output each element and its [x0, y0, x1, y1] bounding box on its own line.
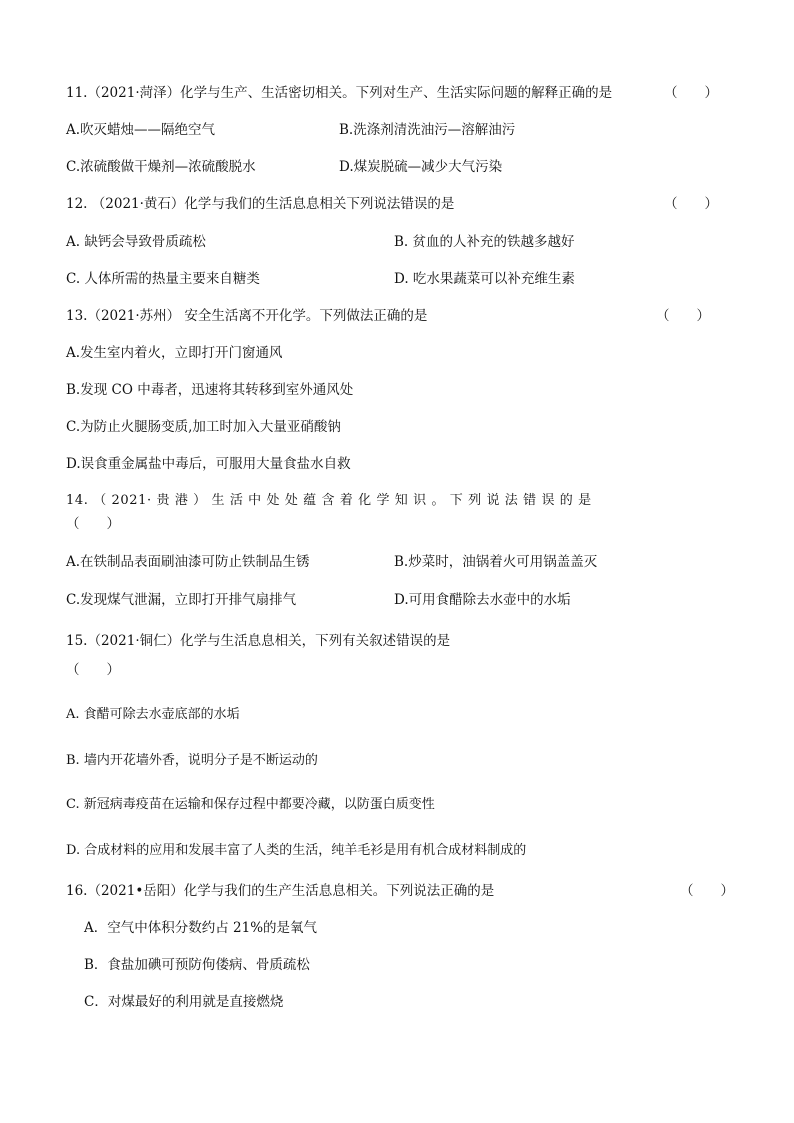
question-12-option-a: A. 缺钙会导致骨质疏松: [66, 234, 206, 250]
question-16-answer-paren: （ ）: [680, 883, 734, 899]
question-16-option-b: B．食盐加碘可预防佝偻病、骨质疏松: [84, 957, 310, 973]
question-15-option-b: B. 墙内开花墙外香，说明分子是不断运动的: [66, 753, 318, 768]
question-15-stem: 15.（2021·铜仁）化学与生活息息相关，下列有关叙述错误的是: [66, 633, 451, 649]
question-12-option-d: D. 吃水果蔬菜可以补充维生素: [394, 271, 575, 287]
question-11-option-a: A.吹灭蜡烛——隔绝空气: [66, 122, 216, 138]
question-14-option-b: B.炒菜时，油锅着火可用锅盖盖灭: [394, 554, 598, 570]
question-16-option-a: A．空气中体积分数约占 21%的是氧气: [84, 920, 318, 936]
question-11-option-b: B.洗涤剂清洗油污—溶解油污: [339, 122, 516, 138]
question-15-option-c: C. 新冠病毒疫苗在运输和保存过程中都要冷藏，以防蛋白质变性: [66, 797, 435, 812]
question-13-answer-paren: （ ）: [656, 308, 710, 324]
question-12-answer-paren: （ ）: [664, 196, 718, 212]
question-13-option-b: B.发现 CO 中毒者，迅速将其转移到室外通风处: [66, 382, 354, 398]
question-14-stem: 14. （ 2021· 贵 港 ） 生 活 中 处 处 蕴 含 着 化 学 知 识 。 下 列 说 法 错 误 的 是: [66, 493, 592, 508]
question-14-option-a: A.在铁制品表面刷油漆可防止铁制品生锈: [66, 554, 310, 570]
question-13-option-a: A.发生室内着火，立即打开门窗通风: [66, 345, 283, 361]
question-15-option-d: D. 合成材料的应用和发展丰富了人类的生活，纯羊毛衫是用有机合成材料制成的: [66, 843, 527, 858]
question-11-option-d: D.煤炭脱硫—减少大气污染: [339, 159, 503, 175]
question-15-answer-paren: （ ）: [66, 662, 120, 678]
question-12-option-c: C. 人体所需的热量主要来自糖类: [66, 271, 260, 287]
question-12-stem: 12. （2021·黄石）化学与我们的生活息息相关下列说法错误的是: [66, 196, 455, 212]
question-13-option-d: D.误食重金属盐中毒后，可服用大量食盐水自救: [66, 456, 351, 472]
question-16-option-c: C．对煤最好的利用就是直接燃烧: [84, 994, 284, 1010]
question-16-stem: 16.（2021•岳阳）化学与我们的生产生活息息相关。下列说法正确的是: [66, 883, 495, 899]
question-14-option-c: C.发现煤气泄漏，立即打开排气扇排气: [66, 592, 297, 608]
question-14-option-d: D.可用食醋除去水壶中的水垢: [394, 592, 571, 608]
question-14-answer-paren: （ ）: [66, 516, 120, 532]
question-13-option-c: C.为防止火腿肠变质,加工时加入大量亚硝酸钠: [66, 419, 341, 435]
question-11-stem: 11.（2021·菏泽）化学与生产、生活密切相关。下列对生产、生活实际问题的解释正确的是: [66, 85, 613, 101]
question-13-stem: 13.（2021·苏州） 安全生活离不开化学。下列做法正确的是: [66, 308, 428, 324]
question-11-option-c: C.浓硫酸做干燥剂—浓硫酸脱水: [66, 159, 256, 175]
question-11-answer-paren: （ ）: [664, 85, 718, 101]
question-12-option-b: B. 贫血的人补充的铁越多越好: [394, 234, 575, 250]
question-15-option-a: A. 食醋可除去水壶底部的水垢: [66, 707, 240, 722]
